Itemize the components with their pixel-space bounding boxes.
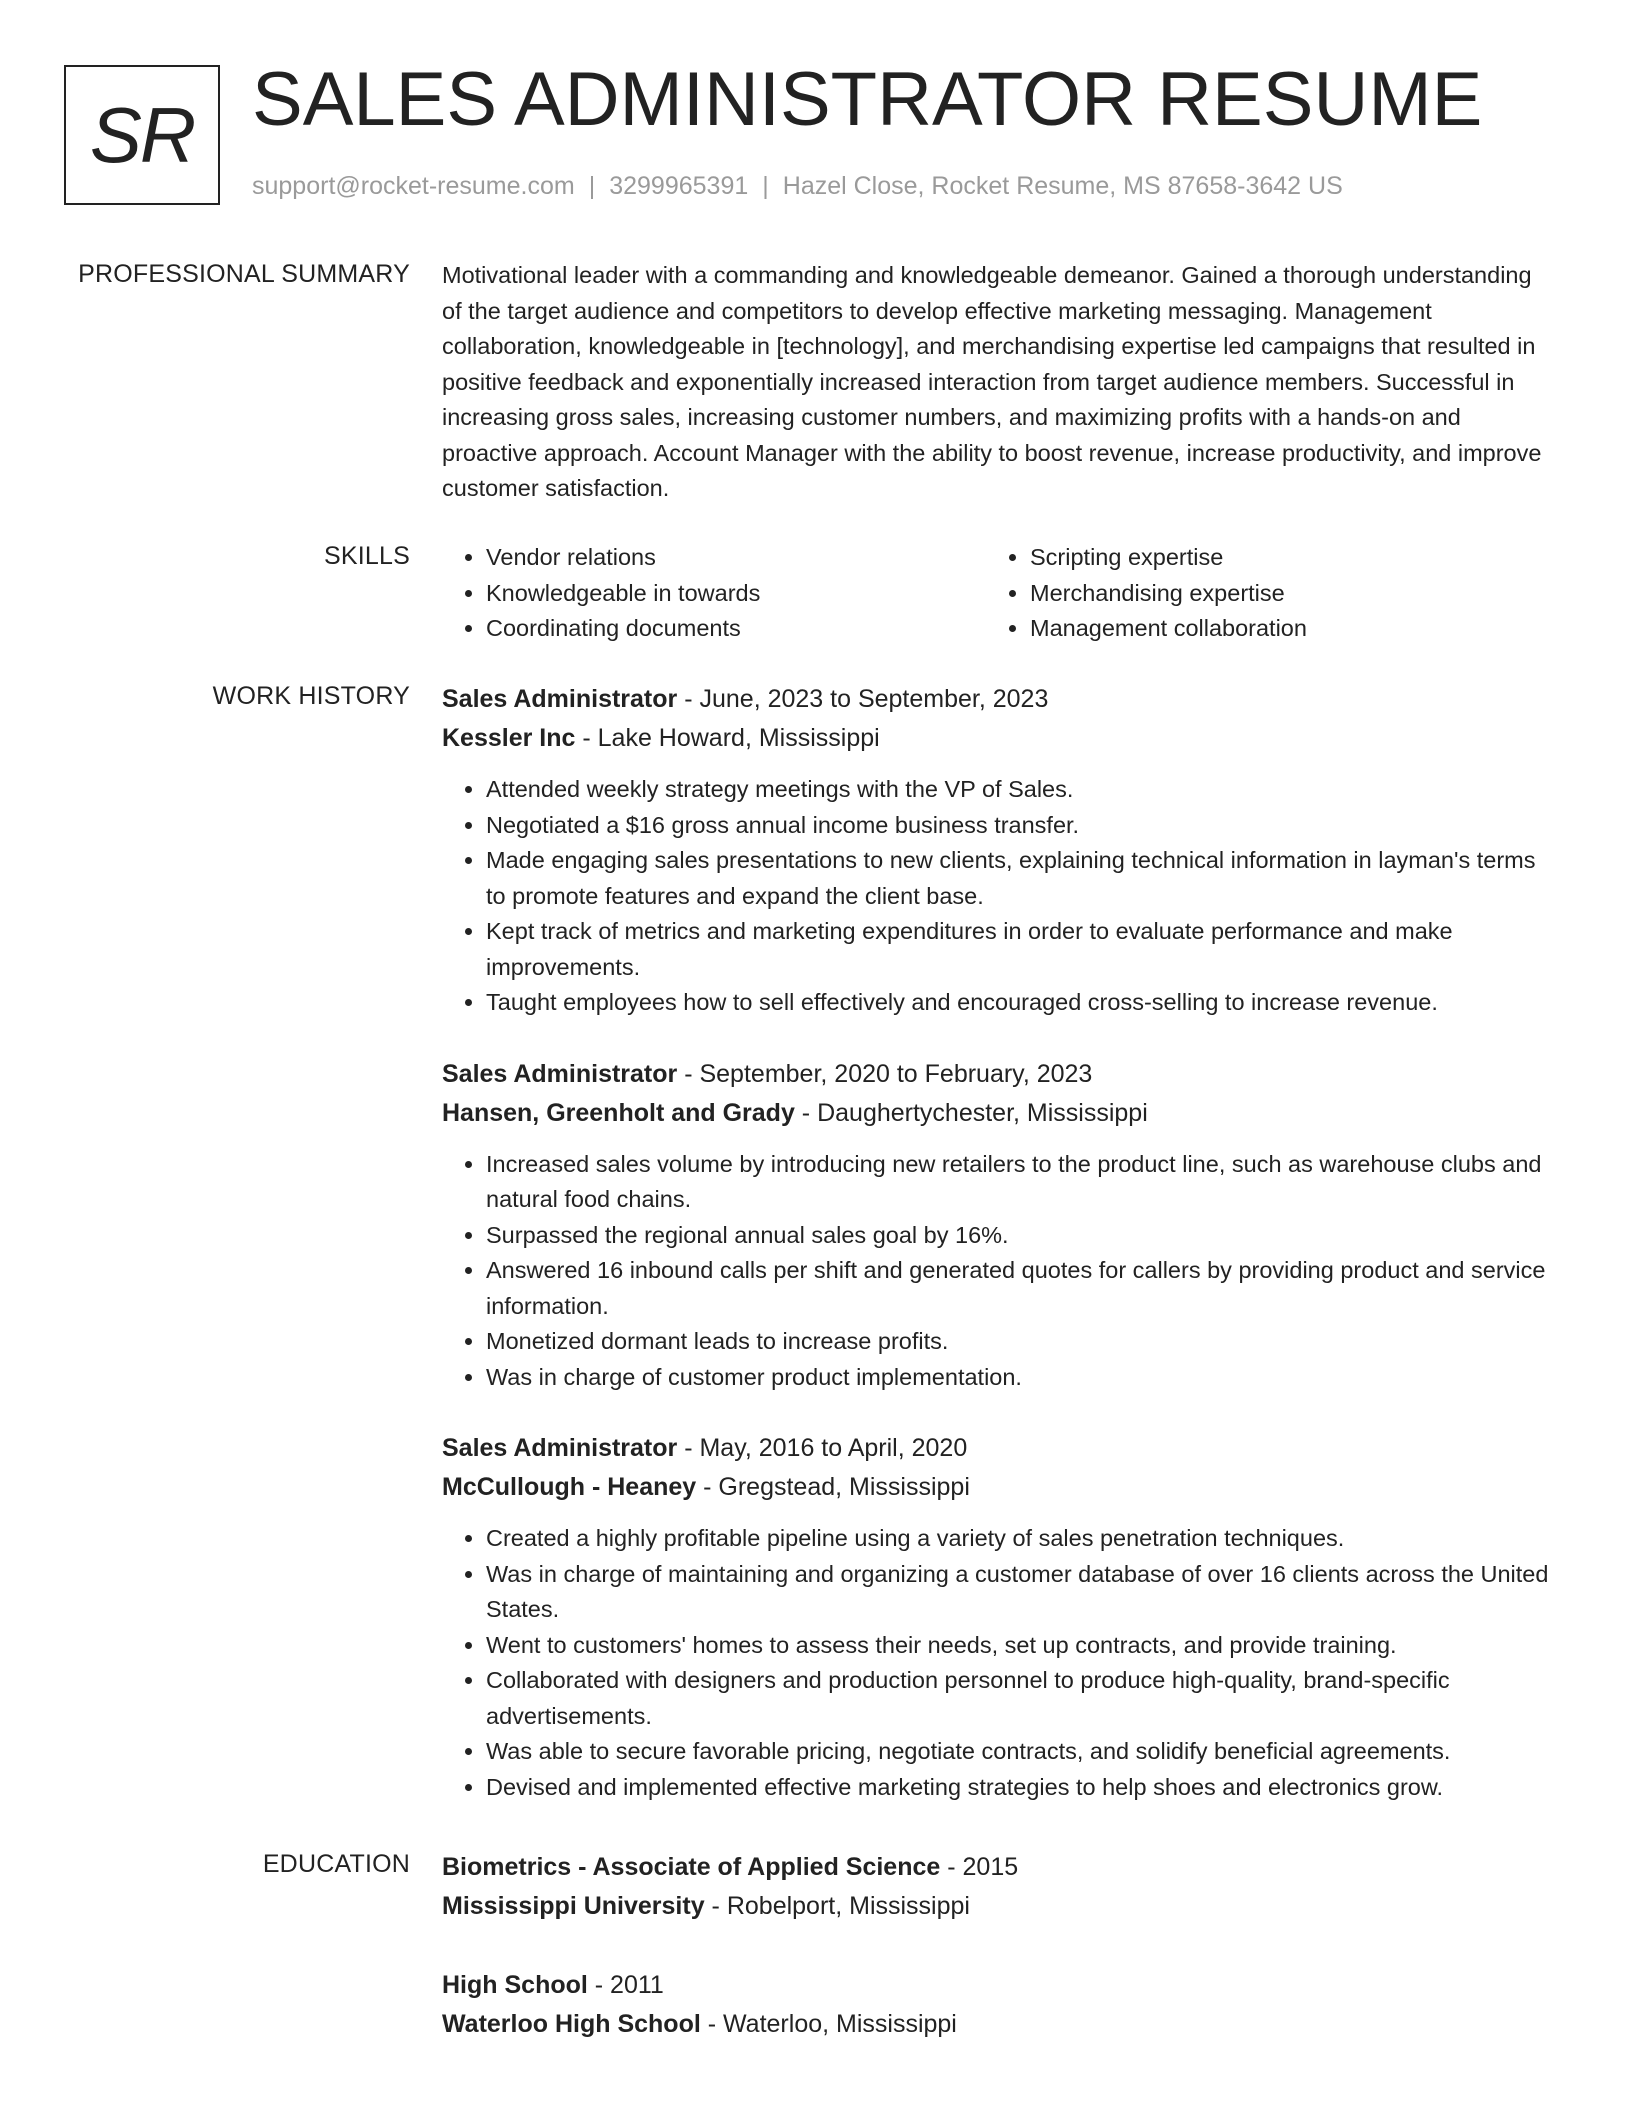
job-entry: [442, 1055, 1552, 1396]
job-bullet: • Was in charge of customer product implementation.: [486, 1360, 1552, 1396]
education-year: - 2015: [940, 1853, 1019, 1881]
job-bullet: • Kept track of metrics and marketing expenditures in order to evaluate performance and make improvements.: [486, 914, 1552, 985]
job-bullet: • Taught employees how to sell effectively and encouraged cross-selling to increase revenue.: [486, 985, 1552, 1021]
resume-title: SALES ADMINISTRATOR RESUME: [252, 57, 1483, 142]
education-degree: High School: [442, 1971, 588, 1999]
education-degree-line: [442, 1966, 1552, 2005]
job-entry: [442, 1429, 1552, 1805]
job-bullet: • Attended weekly strategy meetings with the VP of Sales.: [486, 772, 1552, 808]
summary-text: Motivational leader with a commanding and knowledgeable demeanor. Gained a thorough understanding of the target audience and competitors to develop effective marketing messaging. Management collaboration, knowledgeable in [technology], and merchandising expertise led campaigns that resulted in positive feedback and exponentially increased interaction from target audience members. Successful in increasing gross sales, increasing customer numbers, and maximizing profits with a hands-on and proactive approach. Account Manager with the ability to boost revenue, increase productivity, and improve customer satisfaction.: [442, 262, 1542, 501]
skills-body: [442, 540, 1552, 647]
job-bullets: [442, 772, 1552, 1021]
skill-item: • Vendor relations: [486, 540, 986, 576]
education-degree: Biometrics - Associate of Applied Science: [442, 1853, 941, 1881]
job-bullet: • Made engaging sales presentations to new clients, explaining technical information in layman's terms to promote features and expand the client base.: [486, 843, 1552, 914]
contact-phone[interactable]: 3299965391: [609, 172, 749, 200]
job-company: McCullough - Heaney: [442, 1473, 697, 1501]
education-location: - Waterloo, Mississippi: [700, 2010, 957, 2038]
job-dates: - June, 2023 to September, 2023: [677, 685, 1049, 713]
contact-separator: |: [588, 172, 596, 200]
job-location: - Lake Howard, Mississippi: [575, 724, 880, 752]
job-bullet: • Negotiated a $16 gross annual income business transfer.: [486, 808, 1552, 844]
job-role: Sales Administrator: [442, 685, 678, 713]
job-role: Sales Administrator: [442, 1059, 678, 1088]
job-company-line: [442, 1468, 1552, 1507]
contact-address: Hazel Close, Rocket Resume, MS 87658-3642 US: [782, 172, 1343, 200]
education-entry: [442, 1966, 1552, 2044]
education-school-line: [442, 1887, 1552, 1926]
job-bullet: • Collaborated with designers and production personnel to produce high-quality, brand-specific advertisements.: [486, 1663, 1552, 1734]
education-entry: [442, 1848, 1552, 1926]
contact-line: [252, 172, 1343, 201]
job-role-line: [442, 1429, 1552, 1468]
skill-item: • Coordinating documents: [486, 611, 986, 647]
job-location: - Gregstead, Mississippi: [696, 1473, 970, 1501]
job-bullet: • Was in charge of maintaining and organizing a customer database of over 16 clients across the United States.: [486, 1557, 1552, 1628]
job-bullet: • Went to customers' homes to assess their needs, set up contracts, and provide training.: [486, 1628, 1552, 1664]
job-company-line: [442, 1094, 1552, 1133]
education-body: [442, 1848, 1552, 2084]
job-bullet: • Answered 16 inbound calls per shift and generated quotes for callers by providing product and service information.: [486, 1253, 1552, 1324]
job-role-line: [442, 680, 1552, 719]
skills-list-left: [442, 540, 986, 647]
skills-grid: [442, 540, 1552, 647]
job-role-line: [442, 1055, 1552, 1094]
skill-item: • Merchandising expertise: [1030, 576, 1530, 612]
education-location: - Robelport, Mississippi: [704, 1892, 970, 1920]
job-location: - Daughertychester, Mississippi: [794, 1098, 1148, 1127]
section-title-education: EDUCATION: [262, 1850, 410, 1878]
job-company: Kessler Inc: [442, 724, 576, 752]
job-dates: - September, 2020 to February, 2023: [677, 1059, 1093, 1088]
skills-list-right: [986, 540, 1530, 647]
education-school-line: [442, 2005, 1552, 2044]
education-degree-line: [442, 1848, 1552, 1887]
skill-item: • Scripting expertise: [1030, 540, 1530, 576]
job-role: Sales Administrator: [442, 1434, 678, 1462]
job-bullets: [442, 1147, 1552, 1396]
contact-separator: |: [762, 172, 769, 200]
summary-body: [442, 258, 1552, 507]
education-school: Waterloo High School: [442, 2010, 701, 2038]
education-year: - 2011: [587, 1971, 664, 1999]
job-bullet: • Devised and implemented effective marketing strategies to help shoes and electronics grow.: [486, 1770, 1552, 1806]
monogram-box: [64, 65, 220, 205]
monogram-initials: SR: [89, 90, 195, 179]
education-school: Mississippi University: [442, 1892, 705, 1920]
job-bullet: • Was able to secure favorable pricing, negotiate contracts, and solidify beneficial agreements.: [486, 1734, 1552, 1770]
job-bullet: • Created a highly profitable pipeline using a variety of sales penetration techniques.: [486, 1521, 1552, 1557]
job-dates: - May, 2016 to April, 2020: [677, 1434, 968, 1462]
job-bullet: • Monetized dormant leads to increase profits.: [486, 1324, 1552, 1360]
job-bullets: [442, 1521, 1552, 1805]
work-body: [442, 680, 1552, 1839]
job-bullet: • Increased sales volume by introducing new retailers to the product line, such as warehouse clubs and natural food chains.: [486, 1147, 1552, 1218]
job-entry: [442, 680, 1552, 1021]
skill-item: • Management collaboration: [1030, 611, 1530, 647]
section-title-skills: SKILLS: [324, 542, 410, 570]
job-company-line: [442, 719, 1552, 758]
contact-email[interactable]: support@rocket-resume.com: [252, 172, 575, 200]
job-bullet: • Surpassed the regional annual sales goal by 16%.: [486, 1218, 1552, 1254]
section-title-summary: PROFESSIONAL SUMMARY: [78, 260, 410, 288]
section-title-work: WORK HISTORY: [212, 682, 410, 710]
job-company: Hansen, Greenholt and Grady: [442, 1098, 795, 1127]
skill-item: • Knowledgeable in towards: [486, 576, 986, 612]
